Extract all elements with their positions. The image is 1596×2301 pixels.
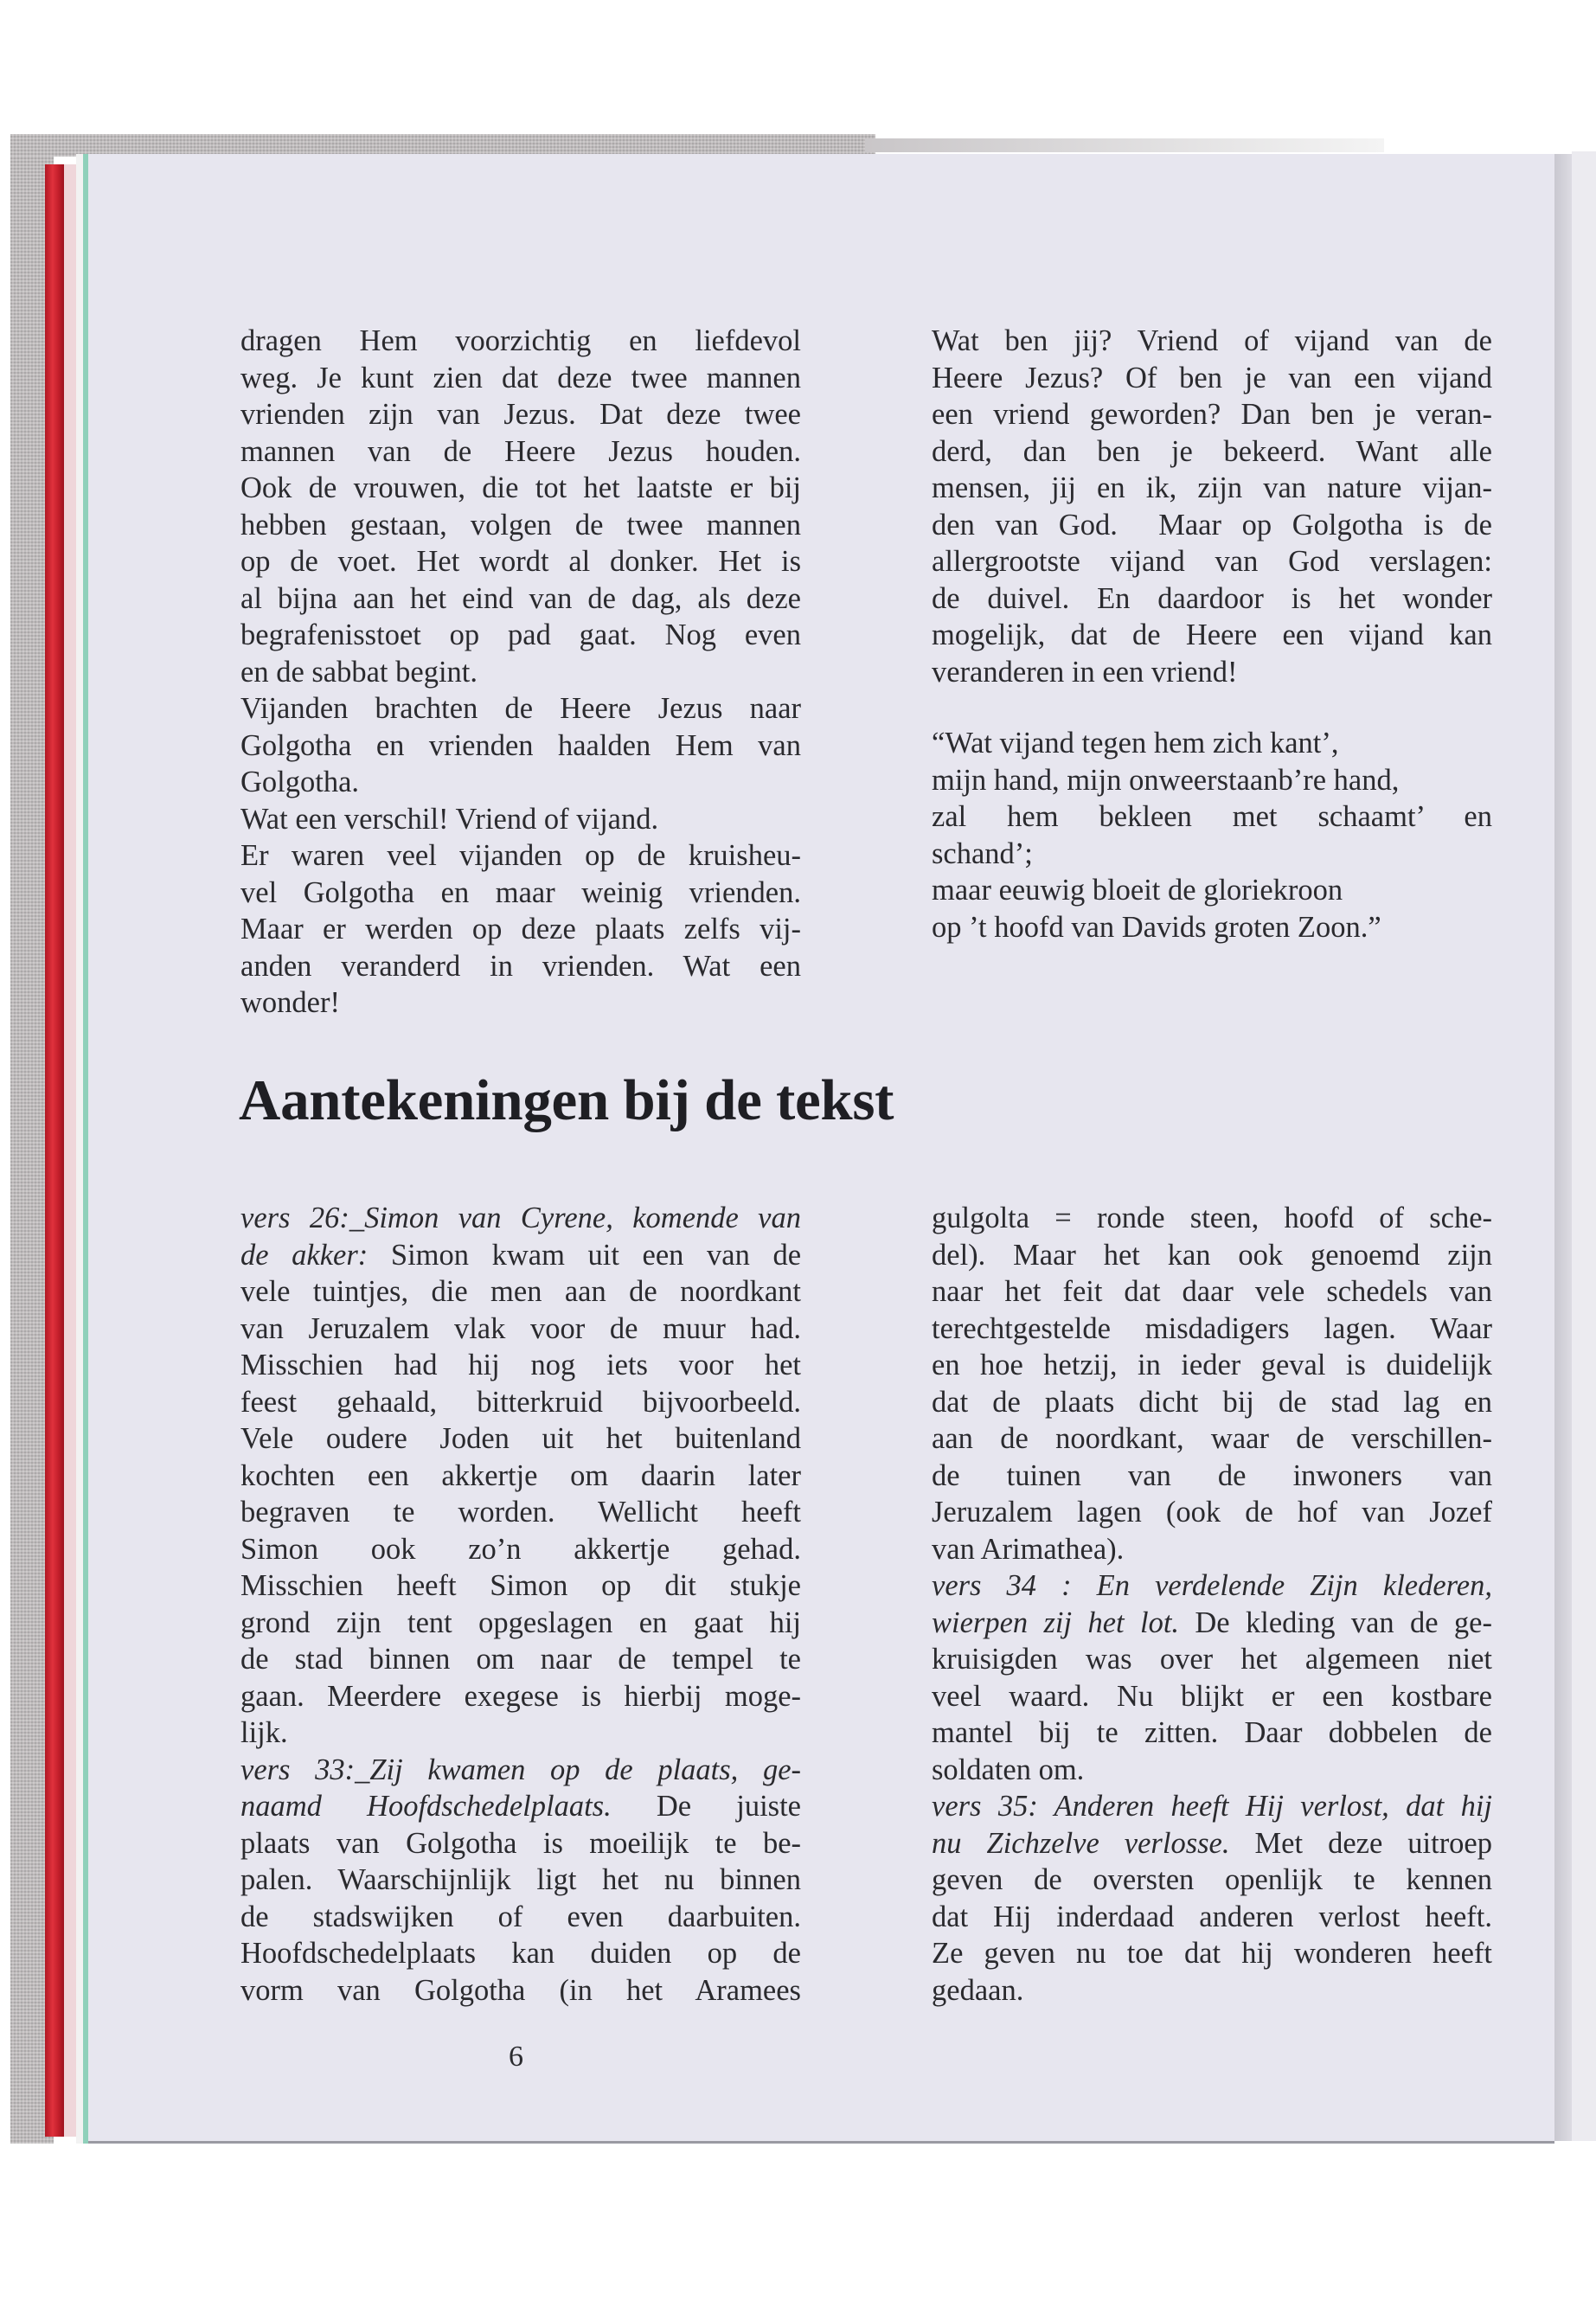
line-text: veranderen in een vriend!	[932, 655, 1238, 689]
line-text: Hoofdschedelplaats kan duiden op de	[240, 1937, 801, 1970]
text-line	[932, 1825, 1492, 1862]
line-text: De juiste	[611, 1790, 801, 1823]
line-text: grond zijn tent opgeslagen en gaat hij	[240, 1606, 801, 1639]
line-text: schand’;	[932, 836, 1033, 870]
section-heading: Aantekeningen bij de tekst	[239, 1068, 894, 1132]
line-text: soldaten om.	[932, 1753, 1085, 1786]
text-line	[240, 984, 801, 1022]
line-text: maar eeuwig bloeit de gloriekroon	[932, 874, 1343, 907]
verse-reference: wierpen zij het lot.	[932, 1606, 1180, 1639]
line-text: Misschien had hij nog iets voor het	[240, 1349, 801, 1381]
text-line	[240, 323, 801, 360]
line-text: de stadswijken of even daarbuiten.	[240, 1900, 801, 1933]
text-line	[240, 507, 801, 544]
line-text: zal hem bekleen met schaamt’ en	[932, 800, 1492, 833]
text-line	[240, 764, 801, 801]
text-line	[932, 1605, 1492, 1642]
text-line	[240, 1752, 801, 1789]
line-text: de stad binnen om naar de tempel te	[240, 1643, 801, 1676]
line-text: en de sabbat begint.	[240, 655, 478, 689]
line-text: gulgolta = ronde steen, hoofd of sche-	[932, 1202, 1492, 1234]
text-line	[932, 1311, 1492, 1348]
line-text: feest gehaald, bitterkruid bijvoorbeeld.	[240, 1385, 801, 1419]
text-line	[932, 1788, 1492, 1825]
line-text: del). Maar het kan ook genoemd zijn	[932, 1238, 1492, 1272]
text-line	[240, 580, 801, 618]
text-line	[240, 911, 801, 948]
left-column-story	[240, 323, 801, 1022]
bookmark-ribbon	[45, 164, 64, 2137]
text-line	[240, 727, 801, 765]
verse-reference: vers 33:_Zij kwamen op de plaats, ge-	[240, 1753, 801, 1786]
text-line	[240, 1420, 801, 1458]
line-text: kochten een akkertje om daarin later	[240, 1458, 801, 1492]
line-text: veel waard. Nu blijkt er een kostbare	[932, 1679, 1492, 1713]
line-text: Er waren veel vijanden op de kruisheu-	[240, 839, 801, 872]
left-column-notes	[240, 1200, 801, 2009]
text-line	[932, 1237, 1492, 1274]
text-line	[240, 1899, 801, 1936]
text-line	[932, 323, 1492, 360]
line-text: gedaan.	[932, 1973, 1024, 2007]
line-text: Wat een verschil! Vriend of vijand.	[240, 802, 659, 836]
right-column-story	[932, 323, 1492, 690]
text-line	[932, 1899, 1492, 1936]
text-line	[240, 1678, 801, 1715]
line-text: geven de oversten openlijk te kennen	[932, 1863, 1492, 1896]
text-line	[932, 1494, 1492, 1531]
text-line	[932, 1384, 1492, 1421]
line-text: dat Hij inderdaad anderen verlost heeft.	[932, 1900, 1492, 1933]
text-line	[932, 1972, 1492, 2009]
line-text: op de voet. Het wordt al donker. Het is	[240, 545, 801, 578]
line-text: mannen van de Heere Jezus houden.	[240, 434, 801, 468]
text-line	[932, 470, 1492, 507]
line-text: lijk.	[240, 1716, 288, 1749]
line-text: vel Golgotha en maar weinig vrienden.	[240, 875, 801, 909]
text-line	[240, 654, 801, 691]
text-line	[240, 1715, 801, 1752]
line-text: vrienden zijn van Jezus. Dat deze twee	[240, 398, 801, 431]
text-line	[932, 1935, 1492, 1972]
line-text: gaan. Meerdere exegese is hierbij moge-	[240, 1679, 801, 1713]
text-line	[932, 1567, 1492, 1605]
text-line	[240, 1972, 801, 2009]
page-number: 6	[509, 2041, 523, 2073]
line-text: weg. Je kunt zien dat deze twee mannen	[240, 361, 801, 394]
text-line	[240, 1567, 801, 1605]
text-line	[240, 1347, 801, 1384]
line-text: dat de plaats dicht bij de stad lag en	[932, 1385, 1492, 1419]
verse-reference: vers 34 : En verdelende Zijn klederen,	[932, 1569, 1492, 1602]
line-text: Ook de vrouwen, die tot het laatste er bij	[240, 471, 801, 504]
next-page-edge	[1572, 151, 1596, 2141]
text-line	[932, 1531, 1492, 1568]
text-line	[240, 1273, 801, 1311]
text-line	[240, 875, 801, 912]
line-text: mensen, jij en ik, zijn van nature vijan-	[932, 471, 1492, 504]
text-line	[240, 948, 801, 985]
verse-reference: vers 26:_Simon van Cyrene, komende van	[240, 1202, 801, 1234]
page-gutter-shadow	[1554, 154, 1572, 2141]
text-line	[932, 1273, 1492, 1311]
text-line	[240, 1641, 801, 1678]
text-line	[932, 433, 1492, 471]
line-text: aan de noordkant, waar de verschillen-	[932, 1422, 1492, 1455]
text-line	[932, 617, 1492, 654]
line-text: de tuinen van de inwoners van	[932, 1458, 1492, 1492]
text-line	[932, 507, 1492, 544]
text-line	[240, 360, 801, 397]
text-line	[932, 1458, 1492, 1495]
line-text: van Jeruzalem vlak voor de muur had.	[240, 1311, 801, 1345]
text-line	[240, 470, 801, 507]
verse-reference: nu Zichzelve verlosse.	[932, 1826, 1230, 1860]
line-text: Vijanden brachten de Heere Jezus naar	[240, 692, 801, 725]
line-text: begraven te worden. Wellicht heeft	[240, 1496, 801, 1529]
text-line	[240, 1494, 801, 1531]
line-text: Simon ook zo’n akkertje gehad.	[240, 1532, 801, 1566]
text-line	[932, 1752, 1492, 1789]
text-line	[240, 433, 801, 471]
ribbon-highlight	[64, 164, 76, 2137]
line-text: Golgotha.	[240, 766, 360, 798]
text-line	[240, 1862, 801, 1899]
text-line	[240, 1200, 801, 1237]
text-line	[932, 762, 1492, 799]
line-text: dragen Hem voorzichtig en liefdevol	[240, 324, 801, 357]
line-text: palen. Waarschijnlijk ligt het nu binnen	[240, 1863, 801, 1896]
text-line	[932, 1641, 1492, 1678]
text-line	[240, 617, 801, 654]
text-line	[240, 1935, 801, 1972]
line-text: Golgotha en vrienden haalden Hem van	[240, 728, 801, 762]
text-line	[240, 1384, 801, 1421]
text-line	[932, 543, 1492, 580]
line-text: mijn hand, mijn onweerstaanb’re hand,	[932, 763, 1400, 797]
verse-reference: de akker:	[240, 1238, 369, 1272]
text-line	[932, 360, 1492, 397]
line-text: kruisigden was over het algemeen niet	[932, 1643, 1492, 1676]
line-text: een vriend geworden? Dan ben je veran-	[932, 398, 1492, 431]
line-text: Wat ben jij? Vriend of vijand van de	[932, 324, 1492, 357]
text-line	[932, 580, 1492, 618]
text-line	[932, 1347, 1492, 1384]
line-text: al bijna aan het eind van de dag, als deze	[240, 581, 801, 615]
line-text: vorm van Golgotha (in het Aramees	[240, 1973, 801, 2007]
text-line	[240, 396, 801, 433]
line-text: begrafenisstoet op pad gaat. Nog even	[240, 619, 801, 651]
line-text: van Arimathea).	[932, 1532, 1125, 1566]
line-text: De kleding van de ge-	[1179, 1606, 1492, 1639]
text-line	[240, 1237, 801, 1274]
psalm-quote	[932, 725, 1492, 945]
line-text: terechtgestelde misdadigers lagen. Waar	[932, 1311, 1492, 1345]
line-text: anden veranderd in vrienden. Wat een	[240, 949, 801, 983]
line-text: hebben gestaan, volgen de twee mannen	[240, 508, 801, 542]
text-line	[240, 1788, 801, 1825]
line-text: “Wat vijand tegen hem zich kant’,	[932, 727, 1339, 760]
text-line	[932, 654, 1492, 691]
text-line	[240, 690, 801, 727]
line-text: wonder!	[240, 986, 340, 1019]
book-cover-top-fade	[865, 138, 1384, 152]
line-text: Heere Jezus? Of ben je van een vijand	[932, 361, 1492, 394]
right-column-notes	[932, 1200, 1492, 2009]
text-line	[932, 909, 1492, 946]
line-text: Misschien heeft Simon op dit stukje	[240, 1569, 801, 1602]
text-line	[932, 1200, 1492, 1237]
text-line	[240, 1825, 801, 1862]
text-line	[240, 801, 801, 838]
line-text: allergrootste vijand van God verslagen:	[932, 545, 1492, 578]
line-text: mantel bij te zitten. Daar dobbelen de	[932, 1716, 1492, 1749]
line-text: Jeruzalem lagen (ook de hof van Jozef	[932, 1496, 1492, 1529]
line-text: Vele oudere Joden uit het buitenland	[240, 1422, 801, 1455]
text-line	[932, 725, 1492, 762]
text-line	[932, 1420, 1492, 1458]
line-text: mogelijk, dat de Heere een vijand kan	[932, 619, 1492, 651]
line-text: den van God. Maar op Golgotha is de	[932, 508, 1492, 542]
line-text: vele tuintjes, die men aan de noordkant	[240, 1275, 801, 1308]
text-line	[240, 837, 801, 875]
text-line	[240, 1531, 801, 1568]
text-line	[932, 1715, 1492, 1752]
line-text: Maar er werden op deze plaats zelfs vij-	[240, 913, 801, 945]
text-line	[932, 798, 1492, 836]
line-text: op ’t hoofd van Davids groten Zoon.”	[932, 910, 1381, 944]
line-text: plaats van Golgotha is moeilijk te be-	[240, 1826, 801, 1860]
line-text: de duivel. En daardoor is het wonder	[932, 581, 1492, 615]
text-line	[932, 872, 1492, 909]
text-line	[932, 396, 1492, 433]
line-text: Ze geven nu toe dat hij wonderen heeft	[932, 1937, 1492, 1970]
text-line	[240, 1605, 801, 1642]
text-line	[240, 543, 801, 580]
line-text: naar het feit dat daar vele schedels van	[932, 1275, 1492, 1308]
line-text: derd, dan ben je bekeerd. Want alle	[932, 434, 1492, 468]
text-line	[240, 1458, 801, 1495]
line-text: Simon kwam uit een van de	[368, 1238, 802, 1272]
verse-reference: naamd Hoofdschedelplaats.	[240, 1790, 612, 1823]
line-text: en hoe hetzij, in ieder geval is duidelijk	[932, 1349, 1492, 1381]
text-line	[240, 1311, 801, 1348]
text-line	[932, 1862, 1492, 1899]
page-edge	[76, 154, 83, 2144]
verse-reference: vers 35: Anderen heeft Hij verlost, dat hij	[932, 1790, 1492, 1823]
text-line	[932, 1678, 1492, 1715]
text-line	[932, 836, 1492, 873]
line-text: Met deze uitroep	[1229, 1826, 1492, 1860]
